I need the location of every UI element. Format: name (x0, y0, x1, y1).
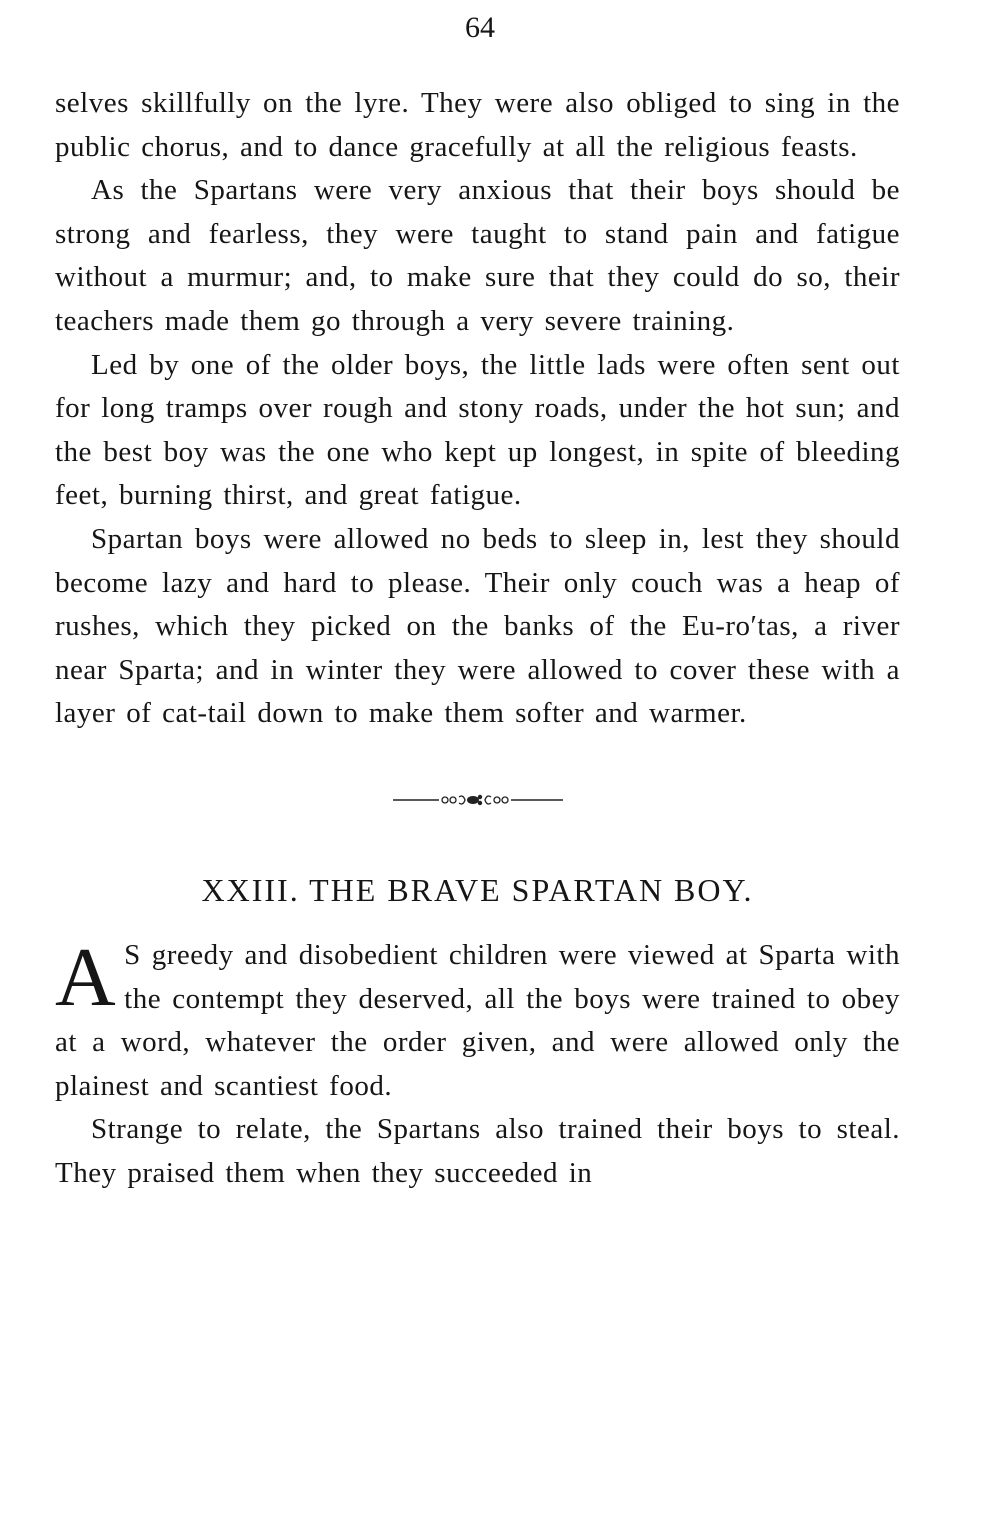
paragraph: Led by one of the older boys, the little lads were often sent out for long tramps over rough and stony roads, under the hot sun; and the best boy was the one who kept up longest, in spite of bleeding feet, burning thirst, and great fatigue. (55, 348, 900, 512)
paragraph: As the Spartans were very anxious that their boys should be strong and fearless, they were taught to stand pain and fatigue without a murmur; and, to make sure that they could do so, their teachers made them go through a very severe training. (55, 174, 900, 337)
drop-cap-letter: A (55, 930, 117, 1024)
paragraph: Spartan boys were allowed no beds to sleep in, lest they should become lazy and hard to please. Their only couch was a heap of rushes, which they picked on the banks of the Eu-ro′tas, a river near Sparta; and in winter they were allowed to cover these with a layer of cat-tail down to make them softer and warmer. (55, 522, 900, 730)
paragraph: Strange to relate, the Spartans also trained their boys to steal. They praised them when they succeeded in (55, 1113, 900, 1189)
section-divider-ornament (393, 792, 563, 808)
page-number: 64 (465, 11, 495, 44)
opening-text: S greedy and disobedient children were viewed at Sparta with the contempt they deserved, all the boys were trained to obey at a word, whatever the order given, and were allowed only the plainest and scantiest food. (55, 938, 900, 1102)
chapter-opening-paragraph (55, 930, 900, 1108)
paragraph-continuation: selves skillfully on the lyre. They were also obliged to sing in the public chorus, and to dance gracefully at all the religious feasts. (55, 87, 900, 163)
chapter-title: XXIII. THE BRAVE SPARTAN BOY. (201, 871, 754, 908)
page-body (55, 82, 900, 1195)
